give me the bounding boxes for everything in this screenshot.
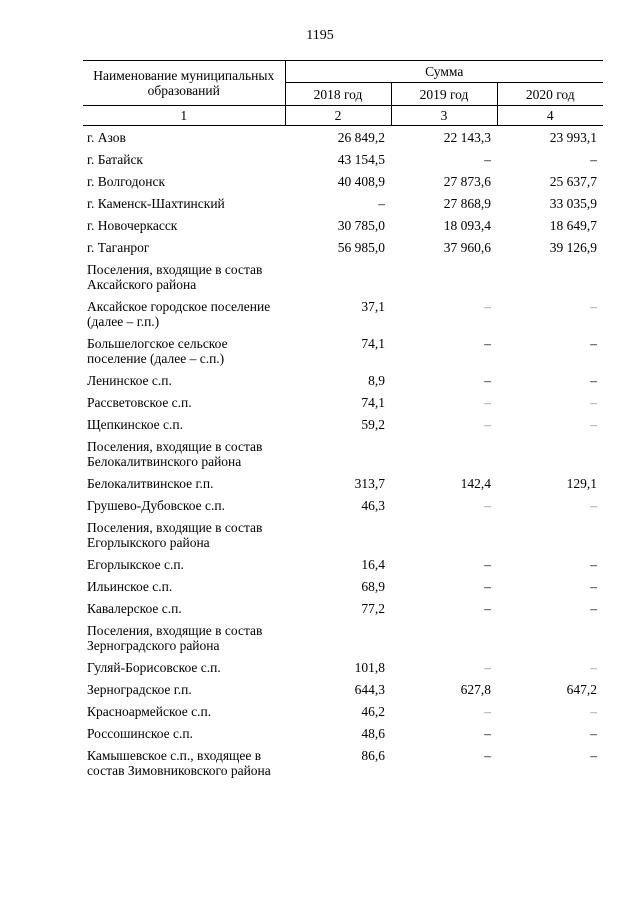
municipality-name: г. Таганрог <box>87 240 150 255</box>
municipality-name: Поселения, входящие в состав Аксайского района <box>87 262 263 292</box>
amount-2018 <box>285 516 391 553</box>
amount-2018: 59,2 <box>361 417 385 432</box>
municipality-name: Зерноградское г.п. <box>87 682 192 697</box>
amount-2020: – <box>590 152 598 167</box>
amount-2019: – <box>484 336 491 351</box>
amount-2019: – <box>484 299 491 314</box>
amount-2020: – <box>590 417 598 432</box>
header-municipality-name: Наименование муниципальных образований <box>83 61 285 106</box>
amount-2018: 46,3 <box>361 498 385 513</box>
table-row <box>83 619 603 656</box>
header-year-2018: 2018 год <box>285 83 391 106</box>
amount-2018: 56 985,0 <box>337 240 385 255</box>
amount-2020: – <box>590 395 598 410</box>
amount-2020: – <box>590 601 598 616</box>
municipality-name: Кавалерское с.п. <box>87 601 182 616</box>
municipality-name: Гуляй-Борисовское с.п. <box>87 660 221 675</box>
amount-2019 <box>391 516 497 553</box>
amount-2019: – <box>484 557 491 572</box>
transfers-table <box>83 60 603 781</box>
table-row <box>83 236 603 258</box>
amount-2018: 46,2 <box>361 704 385 719</box>
amount-2019: 27 873,6 <box>443 174 491 189</box>
table-row <box>83 413 603 435</box>
municipality-name: Ильинское с.п. <box>87 579 173 594</box>
table-row <box>83 494 603 516</box>
table-row <box>83 369 603 391</box>
amount-2018: 16,4 <box>361 557 385 572</box>
municipality-name: Россошинское с.п. <box>87 726 193 741</box>
amount-2018: 30 785,0 <box>337 218 385 233</box>
amount-2020: 18 649,7 <box>549 218 598 233</box>
table-row <box>83 295 603 332</box>
table-row <box>83 597 603 619</box>
amount-2019: – <box>484 704 491 719</box>
table-row <box>83 553 603 575</box>
municipality-name: Ленинское с.п. <box>87 373 172 388</box>
amount-2020: – <box>590 498 598 513</box>
amount-2019 <box>391 619 497 656</box>
amount-2019: – <box>484 373 491 388</box>
municipality-name: Егорлыкское с.п. <box>87 557 184 572</box>
table-row <box>83 678 603 700</box>
amount-2019: – <box>484 579 491 594</box>
table-row <box>83 516 603 553</box>
amount-2018: 43 154,5 <box>337 152 385 167</box>
municipality-name: Щепкинское с.п. <box>87 417 183 432</box>
column-number: 1 <box>83 106 285 126</box>
amount-2018: 313,7 <box>354 476 385 491</box>
amount-2019: 22 143,3 <box>443 130 491 145</box>
municipality-name: Поселения, входящие в состав Зерноградского района <box>87 623 263 653</box>
amount-2020: – <box>590 726 598 741</box>
table-row <box>83 258 603 295</box>
amount-2018: 40 408,9 <box>337 174 385 189</box>
amount-2019: – <box>484 726 491 741</box>
amount-2019: 627,8 <box>460 682 491 697</box>
amount-2018: 8,9 <box>368 373 385 388</box>
amount-2020: 25 637,7 <box>549 174 598 189</box>
amount-2019: 142,4 <box>460 476 491 491</box>
table-body <box>83 126 603 782</box>
amount-2018 <box>285 619 391 656</box>
amount-2018: 68,9 <box>361 579 385 594</box>
amount-2018: 37,1 <box>361 299 385 314</box>
amount-2020: 129,1 <box>566 476 598 491</box>
table-row <box>83 656 603 678</box>
table-row <box>83 722 603 744</box>
header-year-2019: 2019 год <box>391 83 497 106</box>
municipality-name: Поселения, входящие в состав Егорлыкского района <box>87 520 263 550</box>
table-row <box>83 575 603 597</box>
table-row <box>83 148 603 170</box>
header-sum: Сумма <box>285 61 603 83</box>
header-year-2020: 2020 год <box>497 83 603 106</box>
amount-2020: – <box>590 660 598 675</box>
amount-2019: 18 093,4 <box>443 218 491 233</box>
municipality-name: Аксайское городское поселение (далее – г.п.) <box>87 299 271 329</box>
table-row <box>83 472 603 494</box>
municipality-name: г. Каменск-Шахтинский <box>87 196 225 211</box>
amount-2019: – <box>484 748 491 763</box>
amount-2020 <box>497 435 603 472</box>
municipality-name: Белокалитвинское г.п. <box>87 476 214 491</box>
amount-2019: – <box>484 417 491 432</box>
amount-2018: 86,6 <box>361 748 385 763</box>
amount-2020 <box>497 258 603 295</box>
amount-2019: – <box>484 395 491 410</box>
table-row <box>83 744 603 781</box>
municipality-name: Большелогское сельское поселение (далее – с.п.) <box>87 336 228 366</box>
amount-2020: – <box>590 704 598 719</box>
amount-2018: 77,2 <box>361 601 385 616</box>
amount-2020: – <box>590 579 598 594</box>
municipality-name: Камышевское с.п., входящее в состав Зимовниковского района <box>87 748 271 778</box>
page-number: 1195 <box>306 28 334 43</box>
amount-2020: – <box>590 373 598 388</box>
table-row <box>83 126 603 149</box>
column-number: 3 <box>391 106 497 126</box>
amount-2019: – <box>484 498 491 513</box>
amount-2020: – <box>590 299 598 314</box>
amount-2020: 39 126,9 <box>549 240 598 255</box>
amount-2020: 23 993,1 <box>549 130 598 145</box>
municipality-name: Красноармейское с.п. <box>87 704 212 719</box>
amount-2019 <box>391 435 497 472</box>
table-row <box>83 435 603 472</box>
table-header <box>83 61 603 126</box>
municipality-name: г. Новочеркасск <box>87 218 178 233</box>
table-row <box>83 332 603 369</box>
amount-2019: – <box>484 601 491 616</box>
amount-2018 <box>285 258 391 295</box>
amount-2020: 647,2 <box>566 682 598 697</box>
amount-2019: 37 960,6 <box>443 240 491 255</box>
amount-2020: 33 035,9 <box>549 196 598 211</box>
amount-2020 <box>497 516 603 553</box>
amount-2018: 48,6 <box>361 726 385 741</box>
municipality-name: г. Волгодонск <box>87 174 166 189</box>
amount-2019: – <box>484 660 491 675</box>
amount-2018: 644,3 <box>354 682 385 697</box>
amount-2020: – <box>590 336 598 351</box>
table-row <box>83 700 603 722</box>
amount-2019: 27 868,9 <box>443 196 491 211</box>
table-row <box>83 192 603 214</box>
amount-2018: 74,1 <box>361 395 385 410</box>
municipality-name: Поселения, входящие в состав Белокалитвинского района <box>87 439 263 469</box>
amount-2019: – <box>484 152 491 167</box>
municipality-name: г. Батайск <box>87 152 143 167</box>
amount-2018: 26 849,2 <box>337 130 385 145</box>
amount-2018 <box>285 435 391 472</box>
amount-2018: 74,1 <box>361 336 385 351</box>
table-row <box>83 391 603 413</box>
amount-2018: – <box>378 196 385 211</box>
table-row <box>83 214 603 236</box>
column-number: 4 <box>497 106 603 126</box>
column-number: 2 <box>285 106 391 126</box>
municipality-name: Грушево-Дубовское с.п. <box>87 498 225 513</box>
municipality-name: г. Азов <box>87 130 126 145</box>
amount-2020 <box>497 619 603 656</box>
amount-2020: – <box>590 557 598 572</box>
municipality-name: Рассветовское с.п. <box>87 395 192 410</box>
amount-2020: – <box>590 748 598 763</box>
amount-2019 <box>391 258 497 295</box>
table-row <box>83 170 603 192</box>
amount-2018: 101,8 <box>354 660 385 675</box>
